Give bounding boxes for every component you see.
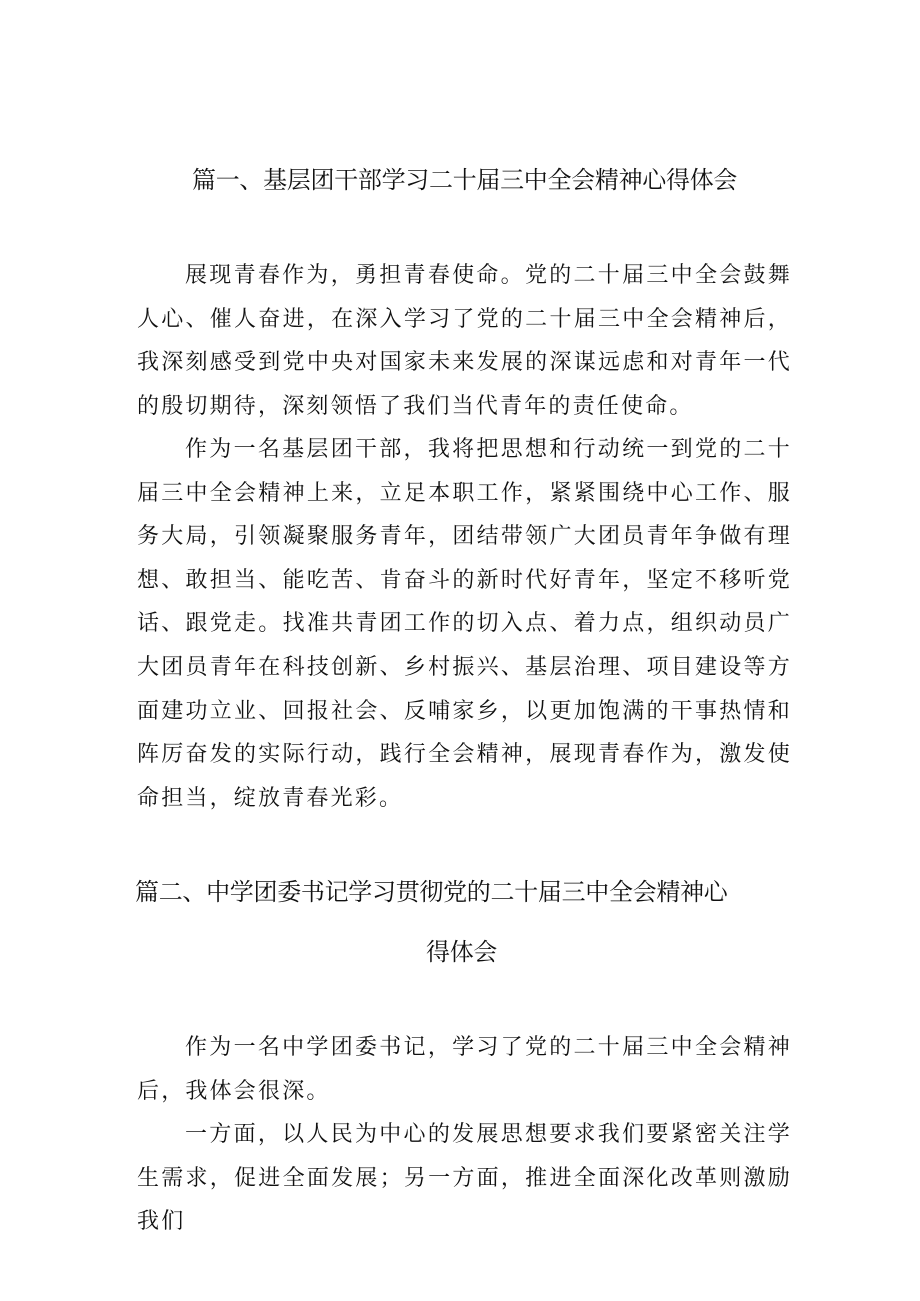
section-1-paragraph-1: 展现青春作为，勇担青春使命。党的二十届三中全会鼓舞人心、催人奋进，在深入学习了党的二十届三中全会精神后，我深刻感受到党中央对国家未来发展的深谋远虑和对青年一代的殷切期待，深刻领悟了我们当代青年的责任使命。 bbox=[137, 263, 792, 419]
section-1-paragraph-2: 作为一名基层团干部，我将把思想和行动统一到党的二十届三中全会精神上来，立足本职工作，紧紧围绕中心工作、服务大局，引领凝聚服务青年，团结带领广大团员青年争做有理想、敢担当、能吃苦、肯奋斗的新时代好青年，坚定不移听党话、跟党走。找准共青团工作的切入点、着力点，组织动员广大团员青年在科技创新、乡村振兴、基层治理、项目建设等方面建功立业、回报社会、反哺家乡，以更加饱满的干事热情和阵厉奋发的实际行动，践行全会精神，展现青春作为，激发使命担当，绽放青春光彩。 bbox=[137, 437, 792, 811]
section-2-paragraph-1: 作为一名中学团委书记，学习了党的二十届三中全会精神后，我体会很深。 bbox=[137, 1035, 792, 1104]
section-2-title-line-2: 得体会 bbox=[426, 938, 498, 966]
section-2-title-line-1: 篇二、中学团委书记学习贯彻党的二十届三中全会精神心 bbox=[135, 878, 728, 906]
section-2-paragraph-2: 一方面，以人民为中心的发展思想要求我们要紧密关注学生需求，促进全面发展；另一方面，推进全面深化改革则激励我们 bbox=[137, 1122, 792, 1235]
section-1-title: 篇一、基层团干部学习二十届三中全会精神心得体会 bbox=[192, 166, 738, 194]
